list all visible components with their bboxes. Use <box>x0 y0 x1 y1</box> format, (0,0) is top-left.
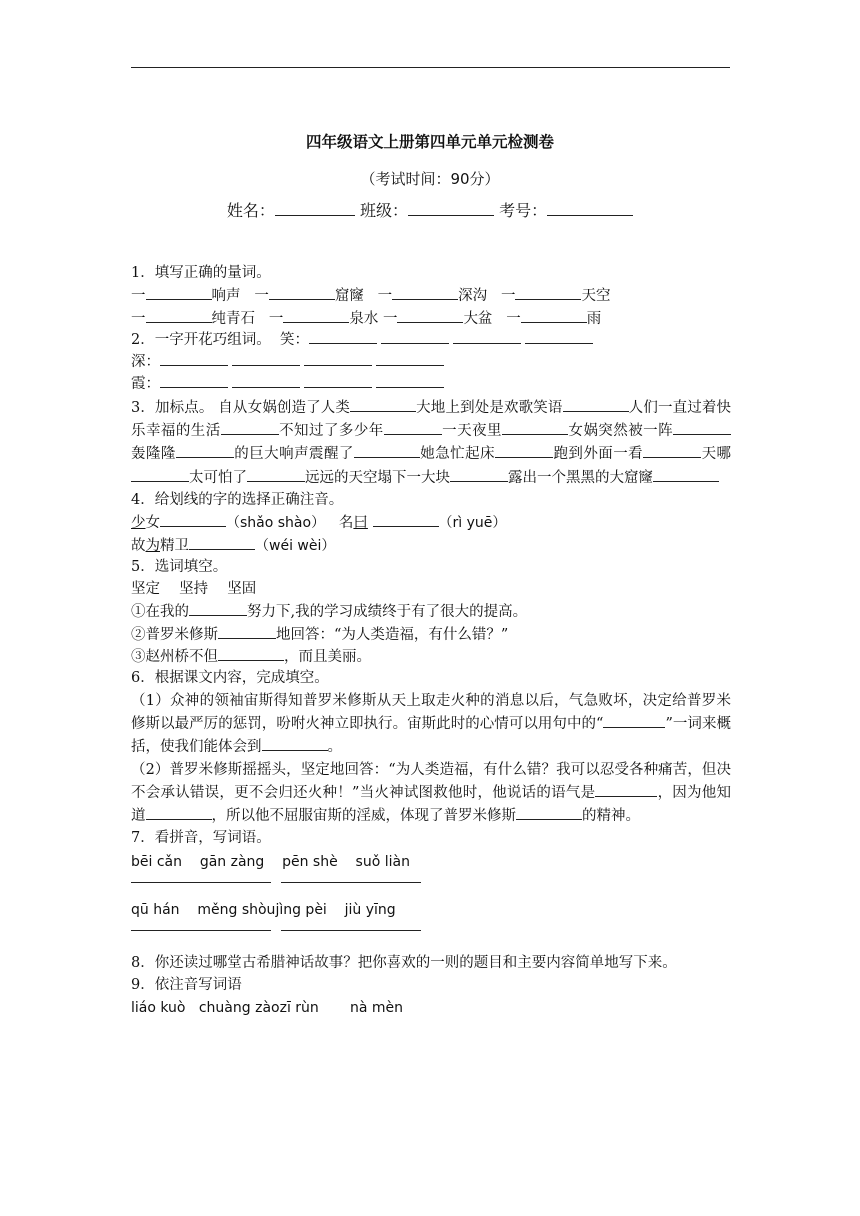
fill-blank[interactable] <box>281 930 421 931</box>
q3-text: 远 <box>305 469 320 486</box>
fill-blank[interactable] <box>376 375 444 388</box>
name-label: 姓名： <box>226 201 275 220</box>
q3-text: 跑到外面一看 <box>553 446 644 463</box>
q7-pinyin-row1 <box>131 850 731 874</box>
q1-word: 雨 <box>586 310 602 327</box>
q1-word: 一 <box>254 288 269 305</box>
fill-blank[interactable] <box>160 511 226 527</box>
pinyin: liáo kuò <box>131 1000 186 1017</box>
fill-blank[interactable] <box>516 804 582 820</box>
q6-title: 6．根据课文内容，完成填空。 <box>131 670 329 687</box>
pinyin: suǒ liàn <box>355 853 410 870</box>
pinyin: zī rùn <box>279 1000 319 1017</box>
fill-blank[interactable] <box>603 712 665 728</box>
q5-text: ②普罗米修斯 <box>131 626 218 643</box>
q1-word: 一 <box>500 288 516 305</box>
q2-row3 <box>131 373 731 395</box>
q3-text: 女娲突然被一阵 <box>567 423 674 440</box>
q7-blanks-row2 <box>131 922 731 952</box>
fill-blank[interactable] <box>281 882 421 883</box>
q1-word: 纯青石 <box>211 310 255 327</box>
q6-part1 <box>131 690 731 759</box>
q2-char: 深： <box>131 354 160 371</box>
pinyin: chuàng zào <box>198 1000 280 1017</box>
q6-text: （1）众神的领袖宙斯得知普罗米修斯从天上取走火种的消息以后，气急败坏，决定给普罗米修斯以最严厉的惩罚，吩咐火神立即执行。宙斯此时的心情可以用句中的“ <box>131 692 731 732</box>
q5-text: ①在我的 <box>131 604 189 621</box>
q5-text: 地回答：“为人类造福，有什么错？” <box>276 626 509 643</box>
q9-pinyin-row <box>131 996 731 1020</box>
q4-text: 故 <box>131 537 146 554</box>
q1-word: 一 <box>268 310 284 327</box>
q3-text: 太可怕了 <box>189 469 247 486</box>
top-rule <box>131 67 730 68</box>
q1-word: 一 <box>131 288 146 305</box>
pinyin: měng shòu <box>197 901 276 918</box>
pinyin: qū hán <box>131 901 180 918</box>
fill-blank[interactable] <box>304 375 372 388</box>
q5-text: ，而且美丽。 <box>284 649 371 666</box>
q1-word: 深沟 <box>458 288 488 305</box>
exam-time: （考试时间：90分） <box>360 170 500 188</box>
q1-word: 一 <box>377 288 393 305</box>
q1-title: 1．填写正确的量词。 <box>131 265 271 281</box>
fill-blank[interactable] <box>354 442 420 458</box>
q3-text: 轰隆隆 <box>131 446 176 463</box>
student-info <box>0 198 860 221</box>
q7-pinyin-row2 <box>131 898 731 922</box>
id-label: 考号： <box>499 201 548 220</box>
fill-blank[interactable] <box>521 307 587 323</box>
fill-blank[interactable] <box>515 284 581 300</box>
q4-title: 4．给划线的字的选择正确注音。 <box>131 491 344 508</box>
fill-blank[interactable] <box>146 307 212 323</box>
fill-blank[interactable] <box>176 442 234 458</box>
fill-blank[interactable] <box>525 331 593 344</box>
fill-blank[interactable] <box>376 353 444 366</box>
fill-blank[interactable] <box>381 331 449 344</box>
fill-blank[interactable] <box>392 284 458 300</box>
fill-blank[interactable] <box>309 331 377 344</box>
q4-row1 <box>131 511 731 533</box>
pinyin: jìng pèi <box>275 901 327 918</box>
q1-word: 大盆 <box>463 310 493 327</box>
q1-word: 响声 <box>211 288 241 305</box>
q2-title-row <box>131 329 731 351</box>
fill-blank[interactable] <box>218 645 284 661</box>
underlined-char: 为 <box>145 537 160 554</box>
q6-text: 的精神。 <box>582 808 640 825</box>
fill-blank[interactable] <box>232 375 300 388</box>
fill-blank[interactable] <box>189 600 247 616</box>
q3-text: 人 <box>628 399 644 416</box>
class-label: 班级： <box>359 201 408 220</box>
q6-text: ”一词来概括，使我们能体会到 <box>131 715 731 756</box>
fill-blank[interactable] <box>304 353 372 366</box>
fill-blank[interactable] <box>495 442 553 458</box>
q4-row2 <box>131 534 731 556</box>
pinyin-options: （rì yuē） <box>438 515 507 532</box>
fill-blank[interactable] <box>218 623 276 639</box>
q9-title: 9．依注音写词语 <box>131 977 242 994</box>
q1-row2 <box>131 307 731 329</box>
q7-title: 7．看拼音，写词语。 <box>131 830 271 847</box>
q1-word: 一 <box>131 310 146 327</box>
q4-text: 精卫 <box>160 537 189 554</box>
pinyin: jiù yīng <box>344 901 396 918</box>
q1-row1 <box>131 284 731 306</box>
fill-blank[interactable] <box>283 307 349 323</box>
class-blank[interactable] <box>408 200 494 216</box>
q6-text: ，因为他知道 <box>131 784 732 825</box>
q3-text: 一天夜里 <box>441 423 502 440</box>
fill-blank[interactable] <box>269 284 335 300</box>
fill-blank[interactable] <box>643 442 701 458</box>
q3-text: 远的天空塌下一大块 <box>319 469 450 486</box>
q3-text: 露出一个黑黑的大窟窿 <box>508 469 653 486</box>
q5-options: 坚定 坚持 坚固 <box>131 581 257 598</box>
q6-text: （2）普罗米修斯摇摇头，坚定地回答：“为人类造福，有什么错？我可以忍受各种痛苦，但决不会承认错误，更不会归还火种！”当火神试图救他时，他说话的语气是 <box>131 761 731 801</box>
q5-s1 <box>131 600 731 622</box>
fill-blank[interactable] <box>653 466 719 482</box>
q3-text: 们一直过着快乐幸福的生活 <box>131 399 732 440</box>
pinyin-options: （shǎo shào） <box>226 515 326 532</box>
q8-text: 8．你还读过哪堂古希腊神话故事？把你喜欢的一则的题目和主要内容简单地写下来。 <box>131 954 677 971</box>
q2-char: 笑： <box>279 331 309 348</box>
q2-row2 <box>131 351 731 373</box>
fill-blank[interactable] <box>232 353 300 366</box>
fill-blank[interactable] <box>221 419 279 435</box>
fill-blank[interactable] <box>595 781 657 797</box>
q4-text: 女 <box>145 515 160 532</box>
fill-blank[interactable] <box>146 804 212 820</box>
fill-blank[interactable] <box>160 375 228 388</box>
fill-blank[interactable] <box>131 930 271 931</box>
q5-text: 努力下,我的学习成绩终于有了很大的提高。 <box>247 604 528 621</box>
fill-blank[interactable] <box>146 284 212 300</box>
q3-text: 的巨大响声震醒了 <box>233 446 354 463</box>
q1-word: 天空 <box>581 288 611 305</box>
q7-blanks-row1 <box>131 874 731 896</box>
q2-title: 2．一字开花巧组词。 <box>131 331 271 348</box>
q1-word: 泉水 <box>349 310 379 327</box>
name-blank[interactable] <box>275 200 355 216</box>
fill-blank[interactable] <box>373 511 439 527</box>
fill-blank[interactable] <box>502 419 568 435</box>
fill-blank[interactable] <box>160 353 228 366</box>
q6-text: 。 <box>327 739 342 756</box>
q3-text: 天哪 <box>701 446 732 463</box>
q4-text: 名 <box>338 515 354 532</box>
pinyin: bēi cǎn <box>131 853 182 870</box>
q5-text: ③赵州桥不但 <box>131 649 218 666</box>
fill-blank[interactable] <box>262 735 328 751</box>
question-body <box>131 262 731 1020</box>
q3-text: 她急忙起床 <box>419 446 496 463</box>
q1-word: 一 <box>382 310 398 327</box>
fill-blank[interactable] <box>397 307 463 323</box>
fill-blank[interactable] <box>673 419 731 435</box>
fill-blank[interactable] <box>563 396 629 412</box>
q3-text: 3．加标点。 自从女娲创造了人类 <box>131 399 351 416</box>
pinyin: pēn shè <box>282 853 338 870</box>
fill-blank[interactable] <box>131 882 271 883</box>
fill-blank[interactable] <box>350 396 416 412</box>
underlined-char: 曰 <box>353 515 368 532</box>
q3-text: 大地上到处是欢歌笑语 <box>416 399 563 416</box>
fill-blank[interactable] <box>384 419 442 435</box>
q6-text: ，所以他不屈服宙斯的淫威，体现了普罗米修斯 <box>211 808 516 825</box>
fill-blank[interactable] <box>189 534 255 550</box>
q1-word: 一 <box>506 310 521 327</box>
fill-blank[interactable] <box>247 466 305 482</box>
underlined-char: 少 <box>131 515 146 532</box>
q3-text: 不知过了多少年 <box>278 423 384 440</box>
q5-title: 5．选词填空。 <box>131 558 228 575</box>
q3-paragraph <box>131 396 731 489</box>
q5-s3 <box>131 645 731 667</box>
q1-word: 窟窿 <box>334 288 364 305</box>
pinyin-options: （wéi wèi） <box>255 537 336 554</box>
q2-char: 霞： <box>131 376 160 393</box>
pinyin: gān zàng <box>199 853 265 870</box>
page-title: 四年级语文上册第四单元单元检测卷 <box>305 133 554 151</box>
id-blank[interactable] <box>547 200 633 216</box>
fill-blank[interactable] <box>453 331 521 344</box>
q6-part2 <box>131 759 731 828</box>
q5-s2 <box>131 623 731 645</box>
fill-blank[interactable] <box>450 466 508 482</box>
fill-blank[interactable] <box>131 466 189 482</box>
pinyin: nà mèn <box>349 1000 403 1017</box>
